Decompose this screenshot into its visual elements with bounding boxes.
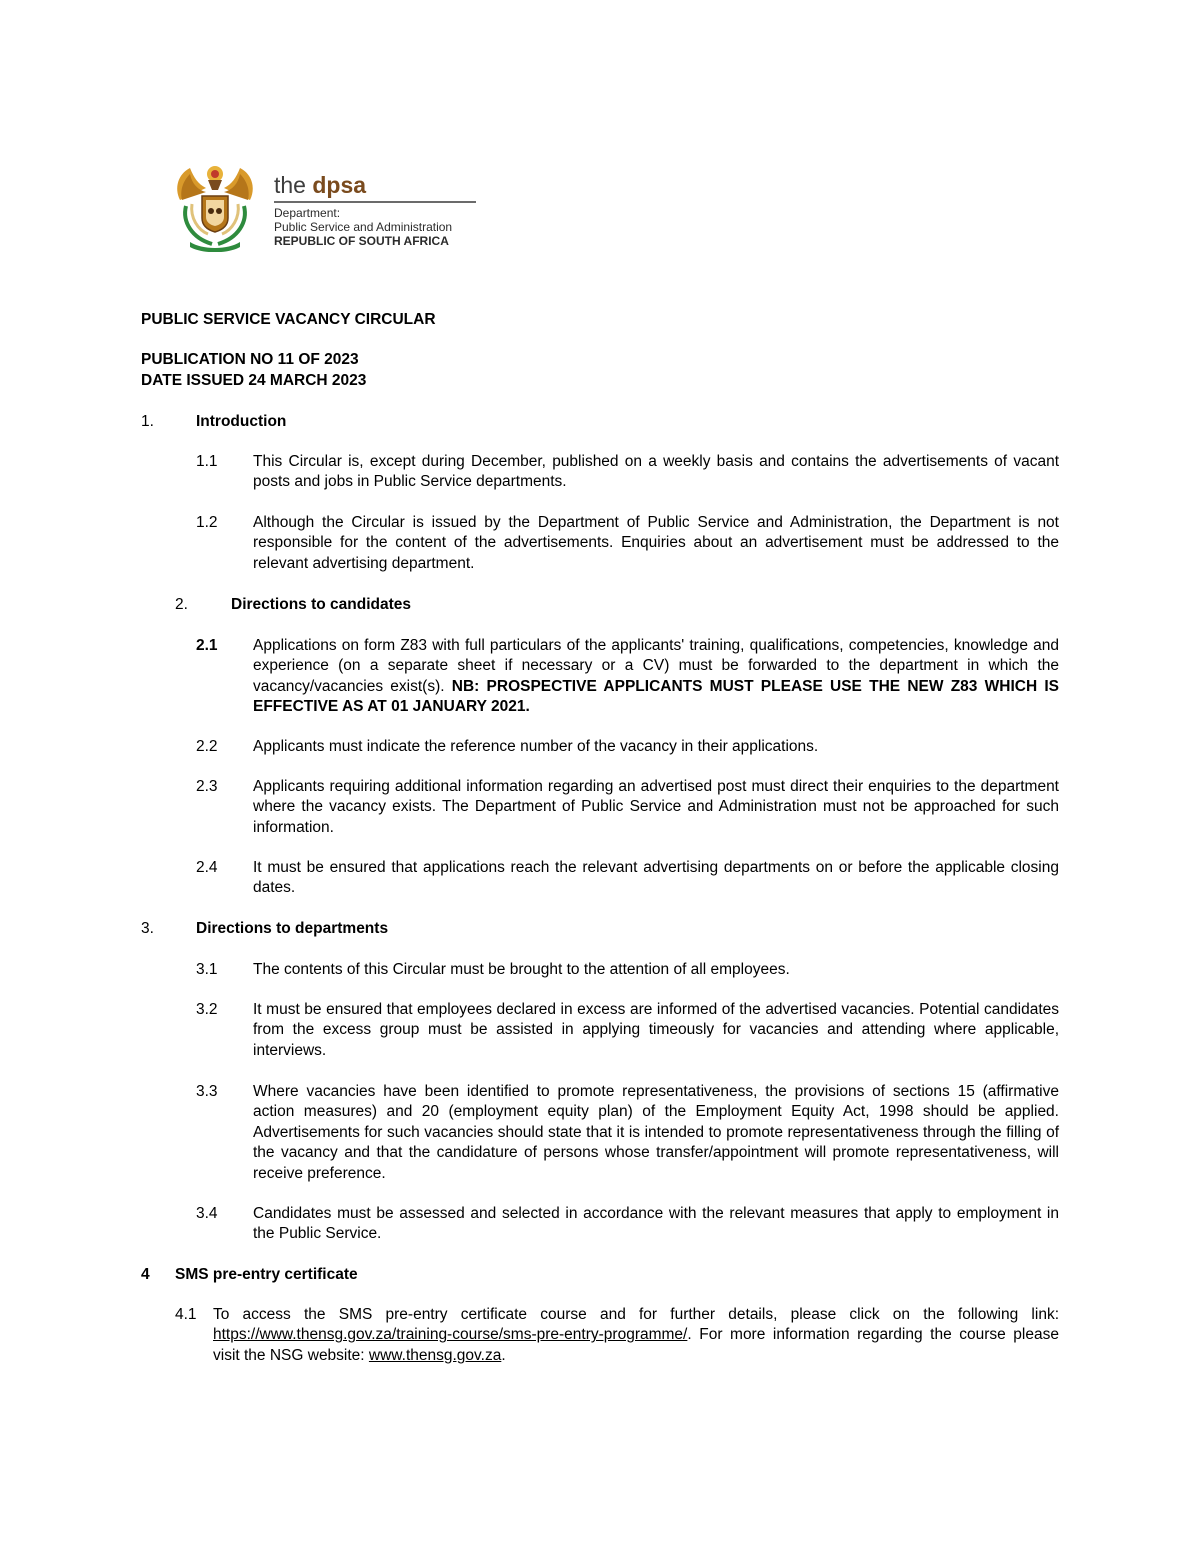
publication-number: PUBLICATION NO 11 OF 2023 [141,351,359,368]
section-number: 1. [141,413,154,430]
section-number: 2. [175,596,188,613]
dpsa-logo [172,160,482,255]
z83-notice: NB: PROSPECTIVE APPLICANTS MUST PLEASE USE THE NEW Z83 WHICH IS EFFECTIVE AS AT 01 JANUARY 2021. [253,677,1059,716]
item-text-middle: . For more information regarding the course please visit the NSG website: [213,1326,1059,1364]
section-number: 4 [141,1266,150,1283]
dpsa-wordmark [274,172,366,198]
item-text [213,1305,1059,1366]
item-text-after: . [501,1346,506,1364]
dept-name: Public Service and Administration [274,220,453,234]
item-text: Although the Circular is issued by the Department of Public Service and Administration, the Department is not responsible for the content of the advertisements. Enquiries about an advertisement must be addressed to the relevant advertising department. [253,514,1059,572]
item-text [253,636,1059,718]
item-text: This Circular is, except during December, published on a weekly basis and contains the advertisements of vacant posts and jobs in Public Service departments. [253,453,1059,491]
item-number: 2.4 [196,859,218,876]
item-number: 3.3 [196,1083,218,1100]
dept-label: Department: [274,206,341,220]
item-number: 4.1 [175,1306,197,1323]
coat-of-arms-icon [172,160,258,252]
item-text: It must be ensured that applications reach the relevant advertising departments on or before the applicable closing dates. [253,859,1059,897]
item-number: 1.1 [196,453,218,470]
item-text: Applicants requiring additional information regarding an advertised post must direct their enquiries to the department where the vacancy exists. The Department of Public Service and Administration must not be approached for such information. [253,778,1059,836]
date-issued: DATE ISSUED 24 MARCH 2023 [141,372,367,389]
item-text: Applicants must indicate the reference number of the vacancy in their applications. [253,738,819,755]
item-number: 3.4 [196,1205,218,1222]
item-text: Candidates must be assessed and selected in accordance with the relevant measures that apply to employment in the Public Service. [253,1205,1059,1243]
section-number: 3. [141,920,154,937]
item-number: 2.1 [196,637,218,654]
item-text: Where vacancies have been identified to promote representativeness, the provisions of sections 15 (affirmative action measures) and 20 (employment equity plan) of the Employment Equity Act, 1998 should be applied. Advertisements for such vacancies should state that it is intended to promote representativeness through the filling of the vacancy and that the candidature of persons whose transfer/appointment will promote representativeness, will receive preference. [253,1083,1059,1182]
section-title: Directions to candidates [231,596,412,613]
wordmark-prefix: the [274,172,306,198]
item-text: The contents of this Circular must be brought to the attention of all employees. [253,961,790,978]
item-number: 2.3 [196,778,218,795]
item-number: 1.2 [196,514,218,531]
item-text: It must be ensured that employees declared in excess are informed of the advertised vacancies. Potential candidates from the excess group must be assisted in applying timeously for vacancies and attending where applicable, interviews. [253,1001,1059,1059]
sms-course-link[interactable]: https://www.thensg.gov.za/training-course/sms-pre-entry-programme/ [213,1326,688,1344]
wordmark-main: dpsa [312,172,367,198]
nsg-website-link[interactable]: www.thensg.gov.za [368,1346,502,1364]
logo-department-text [274,206,452,248]
country-name: REPUBLIC OF SOUTH AFRICA [274,234,449,248]
item-text-before-link: To access the SMS pre-entry certificate course and for further details, please click on the following link: [213,1306,1059,1323]
item-number: 2.2 [196,738,218,755]
item-number: 3.1 [196,961,218,978]
item-text-regular: Applications on form Z83 with full particulars of the applicants' training, qualifications, competencies, knowledge and experience (on a separate sheet if necessary or a CV) must be forwarded to the department in which the vacancy/vacancies exist(s). [253,637,1059,695]
section-title: Introduction [196,413,287,430]
logo-divider [274,201,476,203]
section-title: Directions to departments [196,920,389,937]
circular-title: PUBLIC SERVICE VACANCY CIRCULAR [141,311,436,328]
item-number: 3.2 [196,1001,218,1018]
section-title: SMS pre-entry certificate [175,1266,358,1283]
